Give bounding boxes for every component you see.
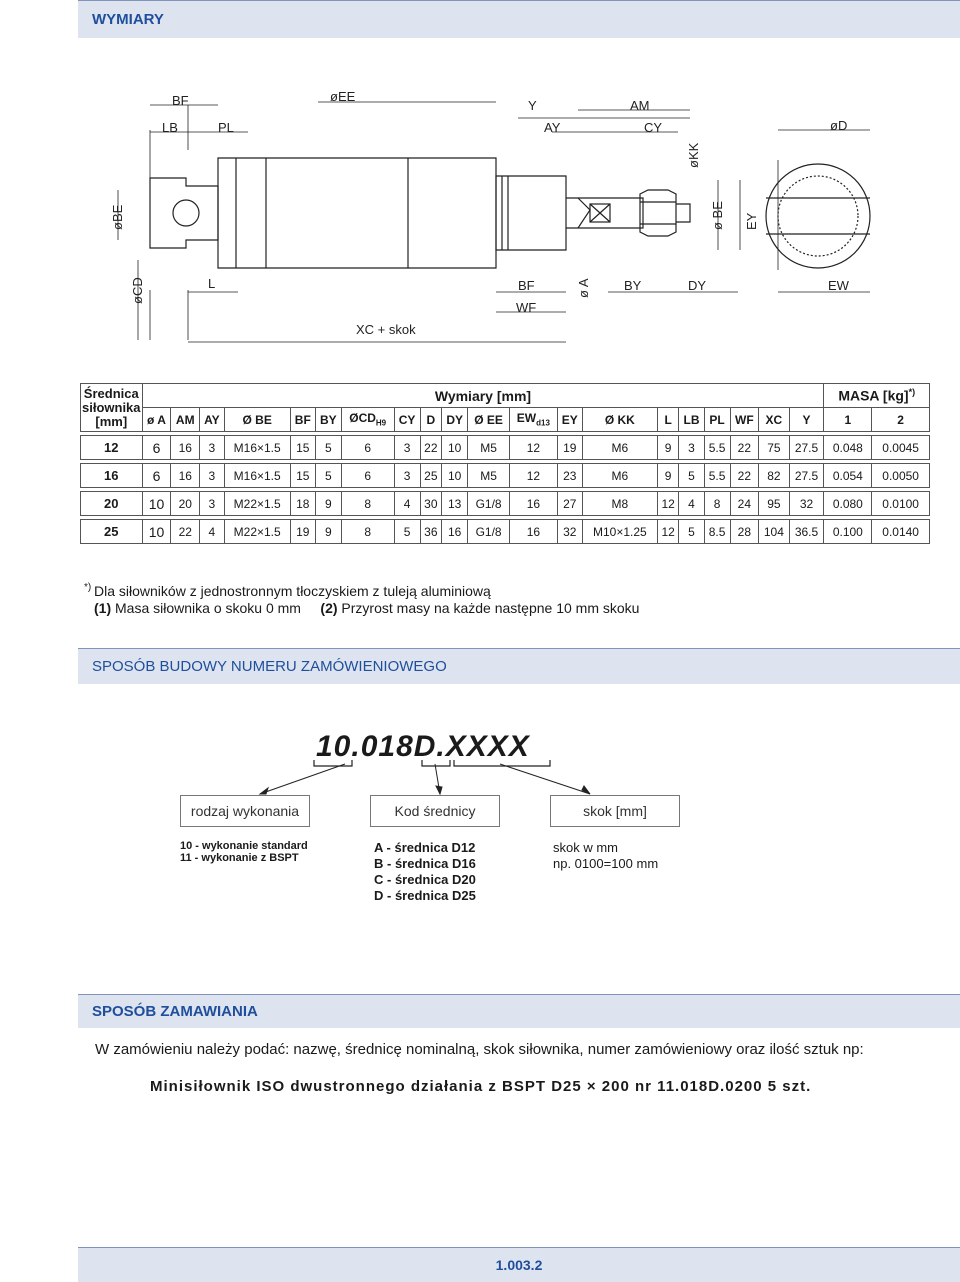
table-cell: 19 <box>290 520 315 544</box>
dim-am: AM <box>630 98 650 113</box>
table-cell: G1/8 <box>468 520 510 544</box>
col-y: Y <box>789 408 824 432</box>
bore-code-box-label: Kod średnicy <box>394 803 476 819</box>
bore-cell: 25 <box>81 520 143 544</box>
bore-cell: 16 <box>81 464 143 488</box>
table-cell: 3 <box>200 492 225 516</box>
table-cell: 27.5 <box>789 464 824 488</box>
table-cell: 36 <box>420 520 442 544</box>
col-by: BY <box>315 408 341 432</box>
table-cell: 16 <box>171 436 200 460</box>
table-cell: 12 <box>510 436 558 460</box>
table-cell: 22 <box>171 520 200 544</box>
table-cell: 12 <box>657 520 679 544</box>
dim-a: ø A <box>576 278 591 298</box>
table-cell: 0.054 <box>824 464 872 488</box>
table-cell: 10 <box>442 464 468 488</box>
table-cell: 24 <box>730 492 759 516</box>
footnote-mark: *) <box>84 582 92 593</box>
table-cell: 30 <box>420 492 442 516</box>
col-be: Ø BE <box>224 408 290 432</box>
col-mass-2: 2 <box>872 408 930 432</box>
table-cell: 10 <box>142 492 171 516</box>
table-cell: 15 <box>290 464 315 488</box>
table-cell: 4 <box>200 520 225 544</box>
footnote-text2: Przyrost masy na każde następne 10 mm skoku <box>337 600 640 616</box>
table-cell: 16 <box>171 464 200 488</box>
page-number: 1.003.2 <box>495 1257 543 1273</box>
dimensions-group-header <box>142 384 824 408</box>
table-cell: 0.0140 <box>872 520 930 544</box>
table-cell: 3 <box>394 464 420 488</box>
dim-by: BY <box>624 278 642 293</box>
table-cell: 0.100 <box>824 520 872 544</box>
table-cell: 19 <box>557 436 582 460</box>
table-cell: 82 <box>759 464 789 488</box>
dim-lb: LB <box>162 120 178 135</box>
stroke-box-label: skok [mm] <box>583 803 647 819</box>
table-row <box>81 436 930 460</box>
table-cell: 8 <box>704 492 730 516</box>
col-cd-tolerance: H9 <box>375 418 387 428</box>
table-cell: 5 <box>315 464 341 488</box>
footnote-num2: (2) <box>320 600 338 616</box>
table-cell: 9 <box>315 520 341 544</box>
page-number-bar <box>78 1247 960 1282</box>
table-cell: 10 <box>442 436 468 460</box>
table-cell: M22×1.5 <box>224 520 290 544</box>
table-cell: 6 <box>341 464 394 488</box>
bore-option-d: D - średnica D25 <box>374 888 476 903</box>
dim-be-left: øBE <box>110 204 125 230</box>
table-cell: 8.5 <box>704 520 730 544</box>
table-cell: M22×1.5 <box>224 492 290 516</box>
table-cell: M8 <box>582 492 657 516</box>
table-cell: M5 <box>468 436 510 460</box>
col-ay: AY <box>200 408 225 432</box>
col-wf: WF <box>730 408 759 432</box>
col-a: ø A <box>142 408 171 432</box>
col-l: L <box>657 408 679 432</box>
table-cell: 8 <box>341 520 394 544</box>
dim-y: Y <box>528 98 537 113</box>
stroke-box <box>550 795 680 827</box>
dim-bf-bottom: BF <box>518 278 535 293</box>
section-header-dimensions <box>78 0 960 38</box>
col-mass-1: 1 <box>824 408 872 432</box>
table-row <box>81 464 930 488</box>
footnote <box>84 582 640 617</box>
col-ew-tolerance: d13 <box>536 418 550 428</box>
order-code-pointers <box>180 760 660 800</box>
col-bf: BF <box>290 408 315 432</box>
dim-cd: øCD <box>130 277 145 304</box>
table-cell: M16×1.5 <box>224 436 290 460</box>
stroke-legend <box>553 840 658 872</box>
table-cell: 0.0100 <box>872 492 930 516</box>
footnote-text1: Masa siłownika o skoku 0 mm <box>111 600 301 616</box>
bore-cell: 20 <box>81 492 143 516</box>
bore-option-b: B - średnica D16 <box>374 856 476 871</box>
table-cell: 104 <box>759 520 789 544</box>
table-cell: 16 <box>442 520 468 544</box>
table-cell: 16 <box>510 520 558 544</box>
bore-cell: 12 <box>81 436 143 460</box>
table-cell: 12 <box>657 492 679 516</box>
table-cell: 10 <box>142 520 171 544</box>
table-cell: 25 <box>420 464 442 488</box>
bore-option-a: A - średnica D12 <box>374 840 476 855</box>
table-cell: 18 <box>290 492 315 516</box>
table-cell: 0.048 <box>824 436 872 460</box>
col-ee: Ø EE <box>468 408 510 432</box>
dim-be-rod: ø BE <box>710 201 725 230</box>
table-cell: 5.5 <box>704 436 730 460</box>
dim-pl: PL <box>218 120 234 135</box>
dim-cy: CY <box>644 120 663 135</box>
bore-code-box <box>370 795 500 827</box>
dim-ey: EY <box>744 212 759 230</box>
table-cell: 16 <box>510 492 558 516</box>
section-header-ordering <box>78 994 960 1028</box>
col-ew-label: EW <box>516 411 537 426</box>
table-cell: 9 <box>657 436 679 460</box>
col-ew <box>510 408 558 432</box>
table-cell: M10×1.25 <box>582 520 657 544</box>
table-cell: 36.5 <box>789 520 824 544</box>
section-title: WYMIARY <box>92 11 164 28</box>
table-cell: 5 <box>679 464 704 488</box>
cylinder-drawing <box>78 90 960 350</box>
col-cd-label: ØCD <box>349 411 376 426</box>
table-row <box>81 492 930 516</box>
table-cell: 9 <box>657 464 679 488</box>
table-cell: 0.0050 <box>872 464 930 488</box>
table-cell: 9 <box>315 492 341 516</box>
table-cell: 15 <box>290 436 315 460</box>
table-cell: 95 <box>759 492 789 516</box>
col-kk: Ø KK <box>582 408 657 432</box>
col-cd <box>341 408 394 432</box>
table-cell: 28 <box>730 520 759 544</box>
mass-group-header <box>824 384 930 408</box>
ordering-example: Minisiłownik ISO dwustronnego działania z BSPT D25 × 200 nr 11.018D.0200 5 szt. <box>150 1078 812 1095</box>
table-cell: 5.5 <box>704 464 730 488</box>
dim-ee: øEE <box>330 90 356 104</box>
bore-option-c: C - średnica D20 <box>374 872 476 887</box>
table-cell: 0.080 <box>824 492 872 516</box>
table-row <box>81 520 930 544</box>
table-cell: 6 <box>142 436 171 460</box>
table-cell: 27 <box>557 492 582 516</box>
mass-group-title: MASA [kg] <box>838 387 909 404</box>
table-cell: M5 <box>468 464 510 488</box>
bore-header-line1: Średnica <box>83 385 139 401</box>
dim-bf-top: BF <box>172 93 189 108</box>
table-cell: 32 <box>789 492 824 516</box>
footnote-line1: Dla siłowników z jednostronnym tłoczyskiem z tuleją aluminiową <box>94 583 491 599</box>
table-cell: 22 <box>730 436 759 460</box>
table-cell: 3 <box>200 464 225 488</box>
table-cell: 22 <box>420 436 442 460</box>
table-cell: 0.0045 <box>872 436 930 460</box>
footnote-line2 <box>94 600 639 617</box>
table-cell: 4 <box>394 492 420 516</box>
dim-wf: WF <box>516 300 537 315</box>
col-dy: DY <box>442 408 468 432</box>
dim-kk: øKK <box>686 142 701 168</box>
ordering-intro: W zamówieniu należy podać: nazwę, średnicę nominalną, skok siłownika, numer zamówieniowy oraz ilość sztuk np: <box>95 1041 864 1058</box>
col-pl: PL <box>704 408 730 432</box>
col-cy: CY <box>394 408 420 432</box>
table-cell: 13 <box>442 492 468 516</box>
mass-footnote-mark: *) <box>908 387 916 398</box>
type-option-standard: 10 - wykonanie standard <box>180 840 308 852</box>
table-cell: 23 <box>557 464 582 488</box>
table-cell: 5 <box>394 520 420 544</box>
table-cell: G1/8 <box>468 492 510 516</box>
order-code-pattern: 10.018D.XXXX <box>316 730 530 763</box>
dim-dy: DY <box>688 278 707 293</box>
stroke-desc: skok w mm <box>553 840 618 855</box>
col-d: D <box>420 408 442 432</box>
table-cell: 3 <box>394 436 420 460</box>
bore-legend <box>374 840 476 904</box>
bore-header-line3: [mm] <box>95 413 128 429</box>
section-title: SPOSÓB BUDOWY NUMERU ZAMÓWIENIOWEGO <box>92 658 447 675</box>
col-ey: EY <box>557 408 582 432</box>
table-cell: 32 <box>557 520 582 544</box>
dim-ay: AY <box>544 120 561 135</box>
dim-l: L <box>208 276 216 291</box>
section-title: SPOSÓB ZAMAWIANIA <box>92 1003 258 1020</box>
table-cell: 6 <box>341 436 394 460</box>
table-cell: 6 <box>142 464 171 488</box>
dimensions-group-title: Wymiary [mm] <box>434 387 532 404</box>
table-cell: 27.5 <box>789 436 824 460</box>
table-cell: M16×1.5 <box>224 464 290 488</box>
type-option-bspt: 11 - wykonanie z BSPT <box>180 852 299 864</box>
table-cell: 75 <box>759 436 789 460</box>
col-am: AM <box>171 408 200 432</box>
dim-ew: EW <box>828 278 849 293</box>
table-cell: 12 <box>510 464 558 488</box>
table-cell: 4 <box>679 492 704 516</box>
col-lb: LB <box>679 408 704 432</box>
bore-header-line2: siłownika <box>82 399 141 415</box>
table-cell: M6 <box>582 464 657 488</box>
stroke-example: np. 0100=100 mm <box>553 856 659 871</box>
table-cell: 3 <box>200 436 225 460</box>
table-cell: 22 <box>730 464 759 488</box>
type-box <box>180 795 310 827</box>
table-cell: 3 <box>679 436 704 460</box>
table-cell: 20 <box>171 492 200 516</box>
type-legend <box>180 840 308 864</box>
footnote-num1: (1) <box>94 600 112 616</box>
bore-header <box>81 384 143 432</box>
section-header-order-code <box>78 648 960 684</box>
dimensions-table <box>80 383 930 544</box>
col-xc: XC <box>759 408 789 432</box>
table-cell: 8 <box>341 492 394 516</box>
table-cell: 5 <box>315 436 341 460</box>
column-header-row <box>81 408 930 432</box>
table-cell: M6 <box>582 436 657 460</box>
dim-xc: XC + skok <box>356 322 416 337</box>
table-cell: 5 <box>679 520 704 544</box>
table-body <box>81 432 930 544</box>
type-box-label: rodzaj wykonania <box>190 803 300 819</box>
dim-d: øD <box>830 118 848 133</box>
